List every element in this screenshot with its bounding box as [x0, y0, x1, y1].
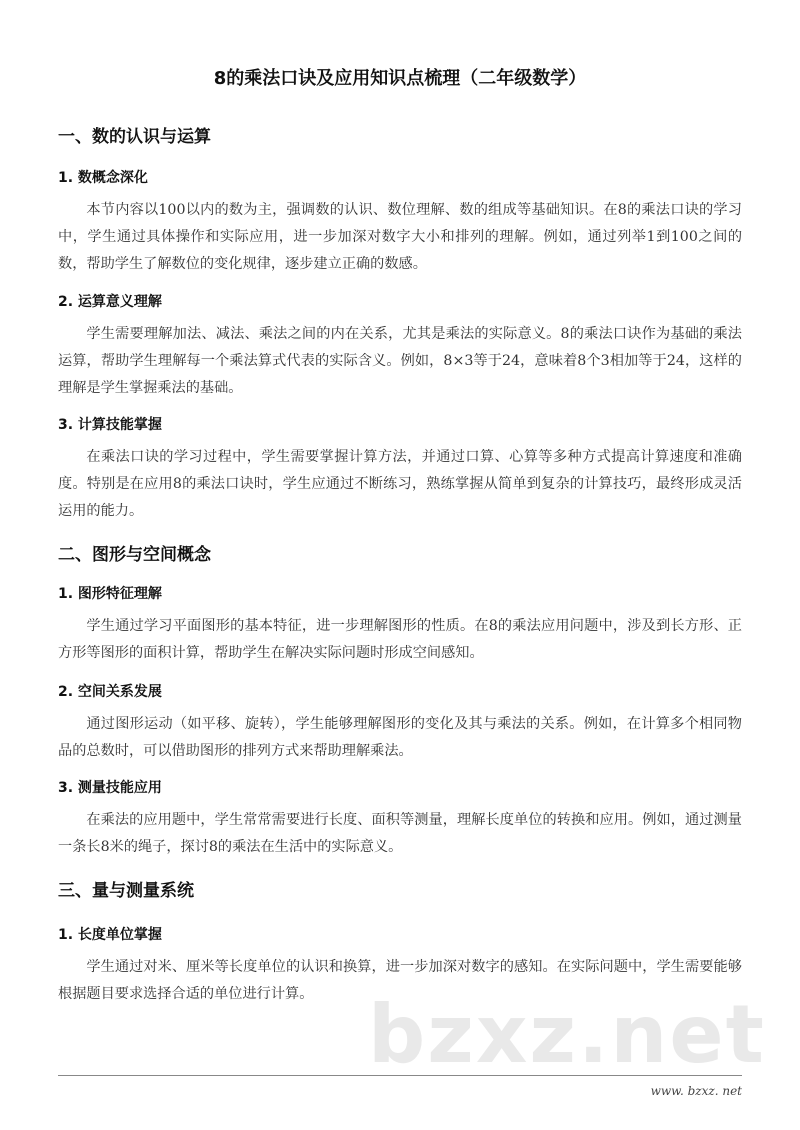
- subsection-heading: 2. 空间关系发展: [58, 684, 162, 700]
- watermark: bzxz.net: [368, 988, 766, 1081]
- paragraph: 学生通过学习平面图形的基本特征，进一步理解图形的性质。在8的乘法应用问题中，涉及到长方形、正方形等图形的面积计算，帮助学生在解决实际问题时形成空间感知。: [58, 618, 742, 661]
- subsection-heading: 2. 运算意义理解: [58, 294, 162, 310]
- footer-divider: [58, 1075, 742, 1076]
- section-heading: 二、图形与空间概念: [58, 545, 211, 565]
- paragraph: 在乘法口诀的学习过程中，学生需要掌握计算方法，并通过口算、心算等多种方式提高计算速度和准确度。特别是在应用8的乘法口诀时，学生应通过不断练习，熟练掌握从简单到复杂的计算技巧，最终形成灵活运用的能力。: [58, 449, 742, 519]
- paragraph: 在乘法的应用题中，学生常常需要进行长度、面积等测量，理解长度单位的转换和应用。例如，通过测量一条长8米的绳子，探讨8的乘法在生活中的实际意义。: [58, 812, 742, 855]
- paragraph: 学生通过对米、厘米等长度单位的认识和换算，进一步加深对数字的感知。在实际问题中，学生需要能够根据题目要求选择合适的单位进行计算。: [58, 959, 742, 1002]
- paragraph: 通过图形运动（如平移、旋转），学生能够理解图形的变化及其与乘法的关系。例如，在计算多个相同物品的总数时，可以借助图形的排列方式来帮助理解乘法。: [58, 716, 742, 759]
- document-title: 8的乘法口诀及应用知识点梳理（二年级数学）: [213, 68, 587, 89]
- section-heading: 三、量与测量系统: [58, 881, 194, 901]
- footer-url: www. bzxz. net: [650, 1084, 742, 1098]
- subsection-heading: 1. 图形特征理解: [58, 586, 162, 602]
- section-heading: 一、数的认识与运算: [58, 127, 211, 147]
- paragraph: 学生需要理解加法、减法、乘法之间的内在关系，尤其是乘法的实际意义。8的乘法口诀作为基础的乘法运算，帮助学生理解每一个乘法算式代表的实际含义。例如，8×3等于24，意味着8个3相加等于24，这样的理解是学生掌握乘法的基础。: [58, 326, 742, 396]
- subsection-heading: 1. 长度单位掌握: [58, 927, 162, 943]
- paragraph: 本节内容以100以内的数为主，强调数的认识、数位理解、数的组成等基础知识。在8的乘法口诀的学习中，学生通过具体操作和实际应用，进一步加深对数字大小和排列的理解。例如，通过列举1到100之间的数，帮助学生了解数位的变化规律，逐步建立正确的数感。: [58, 202, 743, 272]
- subsection-heading: 1. 数概念深化: [58, 170, 148, 186]
- subsection-heading: 3. 计算技能掌握: [58, 417, 162, 433]
- subsection-heading: 3. 测量技能应用: [58, 780, 162, 796]
